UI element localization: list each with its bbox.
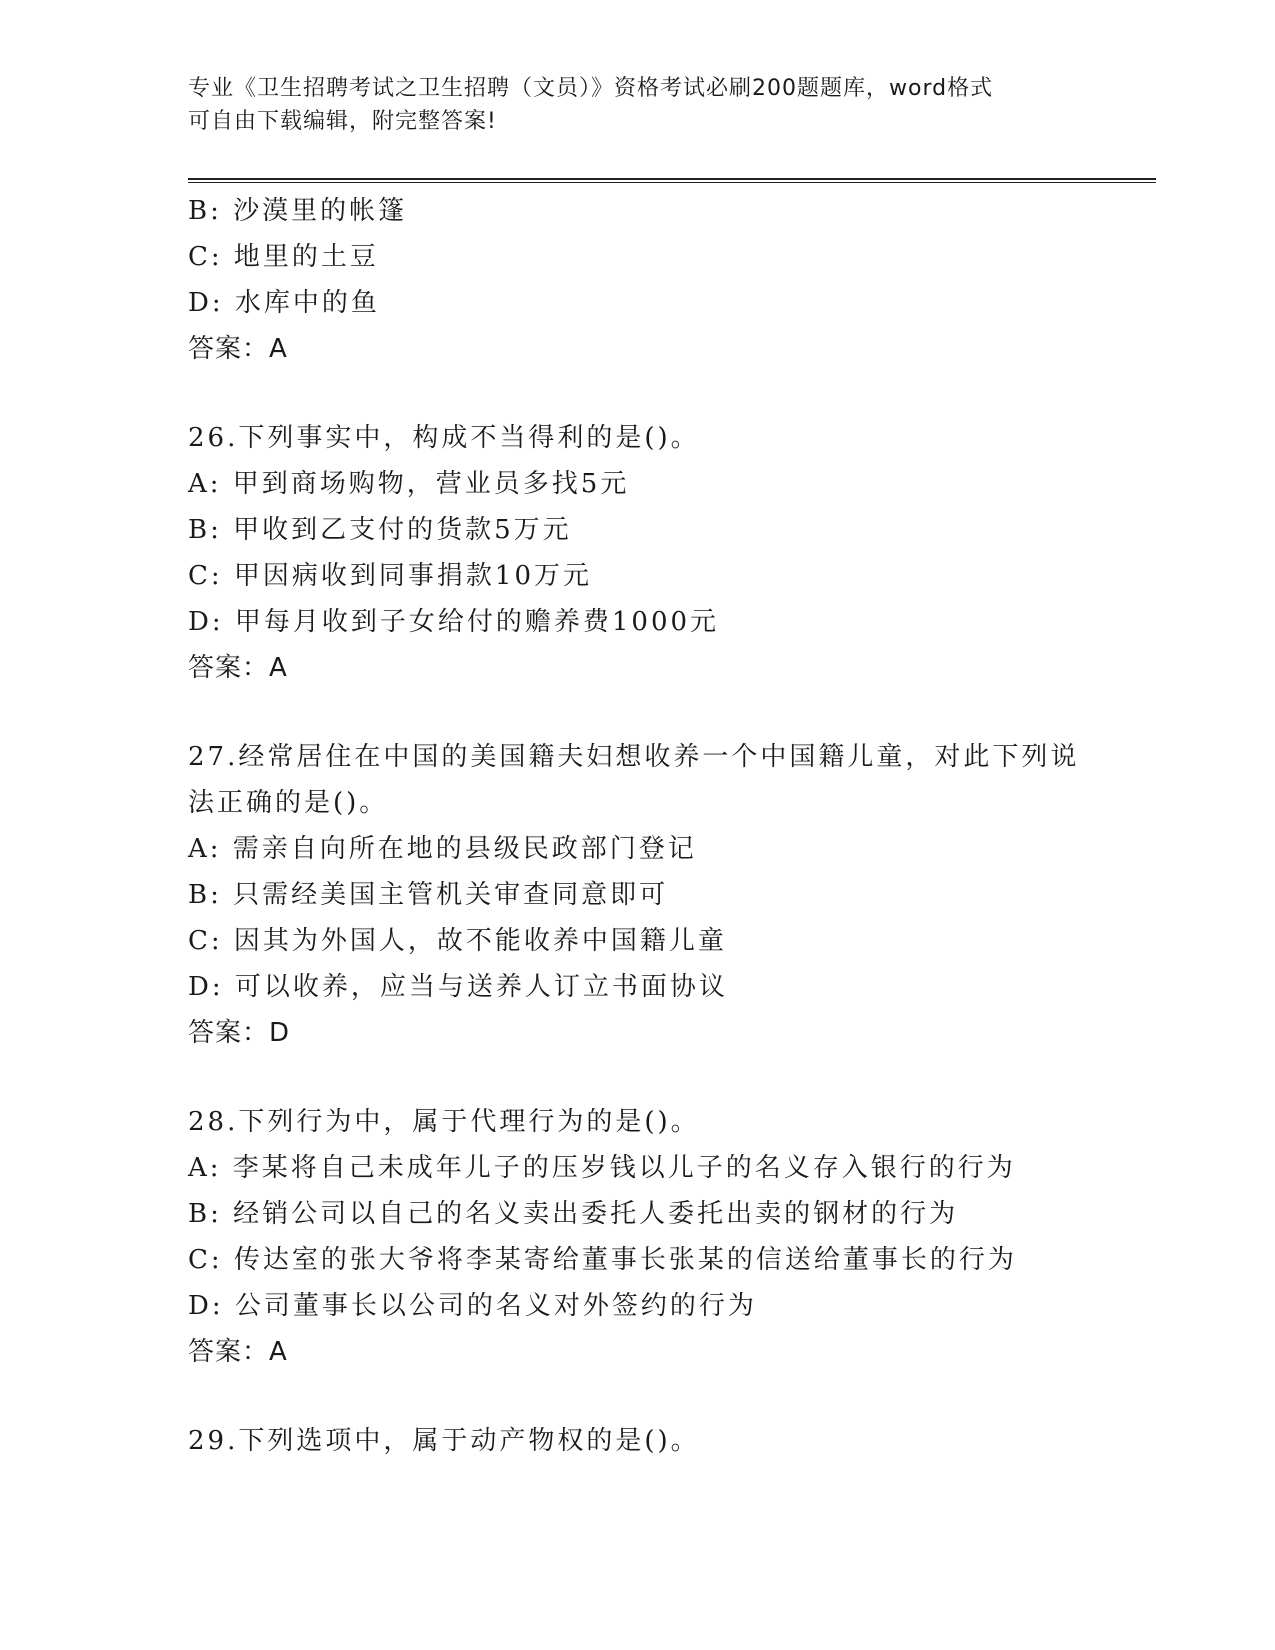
question-28 bbox=[188, 1099, 1088, 1375]
answer-line: 答案：A bbox=[188, 1337, 288, 1367]
option-c: C: 因其为外国人，故不能收养中国籍儿童 bbox=[188, 926, 727, 956]
question-27 bbox=[188, 734, 1088, 1056]
document-header bbox=[188, 72, 1088, 138]
question-list bbox=[188, 188, 1088, 1464]
question-stem-line-2: 法正确的是()。 bbox=[188, 788, 389, 818]
option-d: D: 水库中的鱼 bbox=[188, 288, 380, 318]
question-29 bbox=[188, 1418, 1088, 1464]
header-divider bbox=[188, 178, 1156, 183]
header-title-line-2: 可自由下载编辑，附完整答案! bbox=[188, 109, 497, 134]
question-26 bbox=[188, 415, 1088, 691]
question-stem: 28.下列行为中，属于代理行为的是()。 bbox=[188, 1107, 700, 1137]
answer-line: 答案：D bbox=[188, 1018, 291, 1048]
option-d: D: 甲每月收到子女给付的赡养费1000元 bbox=[188, 607, 720, 637]
question-stem: 26.下列事实中，构成不当得利的是()。 bbox=[188, 423, 700, 453]
option-c: C: 甲因病收到同事捐款10万元 bbox=[188, 561, 593, 591]
option-b: B: 沙漠里的帐篷 bbox=[188, 196, 408, 226]
option-b: B: 经销公司以自己的名义卖出委托人委托出卖的钢材的行为 bbox=[188, 1199, 959, 1229]
option-c: C: 地里的土豆 bbox=[188, 242, 379, 272]
option-a: A: 需亲自向所在地的县级民政部门登记 bbox=[188, 834, 697, 864]
option-a: A: 甲到商场购物，营业员多找5元 bbox=[188, 469, 630, 499]
option-c: C: 传达室的张大爷将李某寄给董事长张某的信送给董事长的行为 bbox=[188, 1245, 1017, 1275]
option-b: B: 甲收到乙支付的货款5万元 bbox=[188, 515, 572, 545]
option-b: B: 只需经美国主管机关审查同意即可 bbox=[188, 880, 669, 910]
question-stem-line-1: 27.经常居住在中国的美国籍夫妇想收养一个中国籍儿童，对此下列说 bbox=[188, 742, 1080, 772]
answer-line: 答案：A bbox=[188, 653, 288, 683]
question-stem: 29.下列选项中，属于动产物权的是()。 bbox=[188, 1426, 700, 1456]
answer-line: 答案：A bbox=[188, 334, 288, 364]
option-a: A: 李某将自己未成年儿子的压岁钱以儿子的名义存入银行的行为 bbox=[188, 1153, 1016, 1183]
option-d: D: 可以收养，应当与送养人订立书面协议 bbox=[188, 972, 728, 1002]
option-d: D: 公司董事长以公司的名义对外签约的行为 bbox=[188, 1291, 757, 1321]
question-25-carryover bbox=[188, 188, 1088, 372]
header-title-line-1: 专业《卫生招聘考试之卫生招聘（文员）》资格考试必刷200题题库，word格式 bbox=[188, 76, 994, 101]
